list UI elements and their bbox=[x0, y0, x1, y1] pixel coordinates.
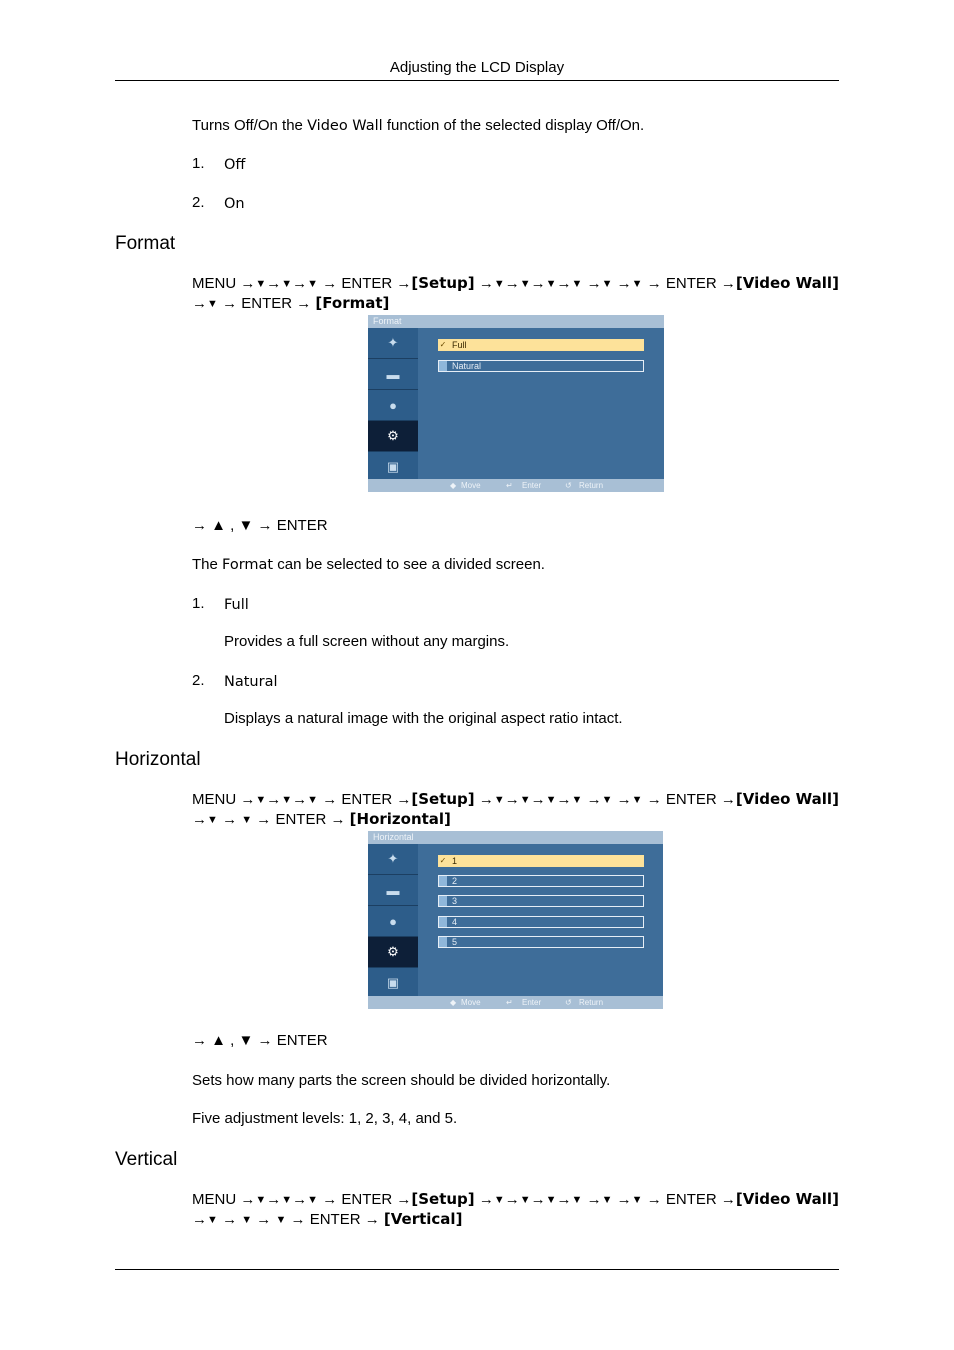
nav-horizontal: [Horizontal] bbox=[349, 810, 451, 828]
sound-icon: ▬ bbox=[368, 875, 418, 906]
down-icon: ▼ bbox=[545, 794, 557, 806]
osd-option-4[interactable]: 4 bbox=[438, 916, 644, 928]
down-icon: ▼ bbox=[545, 278, 557, 290]
nav-menu: MENU bbox=[192, 275, 237, 292]
format-item-num: 1. bbox=[192, 595, 205, 612]
enter-icon: ↵ bbox=[506, 481, 513, 490]
picture-icon: ✦ bbox=[368, 328, 418, 359]
down-icon: ▼ bbox=[241, 814, 253, 826]
intro-post: function of the selected display Off/On. bbox=[382, 117, 645, 134]
vertical-nav-line-2: →▼ → ▼ → ▼ → ENTER → [Vertical] bbox=[192, 1210, 463, 1228]
osd-sidebar bbox=[368, 328, 418, 479]
format-heading: Format bbox=[115, 233, 176, 254]
format-item-natural-desc: Displays a natural image with the original aspect ratio intact. bbox=[224, 710, 623, 727]
footer-rule bbox=[115, 1269, 839, 1270]
nav-enter: ENTER bbox=[341, 275, 393, 292]
down-icon: ▼ bbox=[631, 1194, 643, 1206]
input-icon: ▣ bbox=[368, 968, 418, 999]
down-icon: ▼ bbox=[493, 1194, 505, 1206]
picture-icon: ✦ bbox=[368, 844, 418, 875]
osd-option-natural[interactable]: Natural bbox=[438, 360, 644, 372]
intro-item-num: 2. bbox=[192, 194, 205, 211]
down-icon: ▼ bbox=[601, 1194, 613, 1206]
channel-icon: ● bbox=[368, 906, 418, 937]
down-icon: ▼ bbox=[281, 278, 293, 290]
format-nav-line-2: →▼ → ENTER → [Format] bbox=[192, 294, 390, 312]
down-icon: ▼ bbox=[207, 298, 218, 310]
format-desc: The Format can be selected to see a divided screen. bbox=[192, 556, 545, 573]
return-icon: ↺ bbox=[565, 998, 572, 1007]
down-icon: ▼ bbox=[307, 278, 319, 290]
format-nav-line-1: MENU →▼→▼→▼ → ENTER →[Setup] →▼→▼→▼→▼ →▼ →▼ → ENTER →[Video Wall] bbox=[192, 274, 839, 292]
intro-item-num: 1. bbox=[192, 155, 205, 172]
osd-option-1[interactable]: ✓ 1 bbox=[438, 855, 644, 867]
header-rule bbox=[115, 80, 839, 81]
down-icon: ▼ bbox=[631, 278, 643, 290]
down-icon: ▼ bbox=[255, 1194, 267, 1206]
intro-line bbox=[192, 117, 644, 135]
down-icon: ▼ bbox=[281, 794, 293, 806]
down-icon: ▼ bbox=[307, 1194, 319, 1206]
horizontal-heading: Horizontal bbox=[115, 749, 201, 770]
format-item-natural: Natural bbox=[224, 674, 278, 690]
osd-option-full[interactable]: ✓ Full bbox=[438, 339, 644, 351]
input-icon: ▣ bbox=[368, 452, 418, 483]
down-icon: ▼ bbox=[601, 278, 613, 290]
down-icon: ▼ bbox=[571, 794, 583, 806]
down-icon: ▼ bbox=[601, 794, 613, 806]
nav-video-wall: [Video Wall] bbox=[735, 274, 839, 292]
osd-footer: ◆ Move ↵ Enter ↺ Return bbox=[368, 479, 664, 492]
osd-footer: ◆ Move ↵ Enter ↺ Return bbox=[368, 996, 663, 1009]
intro-term: Video Wall bbox=[307, 118, 383, 134]
return-icon: ↺ bbox=[565, 481, 572, 490]
down-icon: ▼ bbox=[241, 1214, 253, 1226]
down-icon: ▼ bbox=[631, 794, 643, 806]
page-header-title: Adjusting the LCD Display bbox=[389, 59, 565, 76]
osd-sidebar bbox=[368, 844, 418, 996]
horizontal-levels: Five adjustment levels: 1, 2, 3, 4, and 5. bbox=[192, 1110, 458, 1127]
move-icon: ◆ bbox=[450, 481, 457, 490]
enter-icon: ↵ bbox=[506, 998, 513, 1007]
down-icon: ▼ bbox=[307, 794, 319, 806]
setup-gear-icon: ⚙ bbox=[368, 421, 418, 452]
horizontal-nav-line-1: MENU →▼→▼→▼ → ENTER →[Setup] →▼→▼→▼→▼ →▼ →▼ → ENTER →[Video Wall] bbox=[192, 790, 839, 808]
format-item-full: Full bbox=[224, 597, 249, 613]
down-icon: ▼ bbox=[571, 278, 583, 290]
down-icon: ▼ bbox=[207, 1214, 218, 1226]
sound-icon: ▬ bbox=[368, 359, 418, 390]
osd-option-2[interactable]: 2 bbox=[438, 875, 644, 887]
vertical-heading: Vertical bbox=[115, 1149, 178, 1170]
nav-format: [Format] bbox=[315, 294, 390, 312]
format-item-num: 2. bbox=[192, 672, 205, 689]
horizontal-osd-screenshot bbox=[368, 831, 663, 1009]
horizontal-desc: Sets how many parts the screen should be divided horizontally. bbox=[192, 1072, 611, 1089]
osd-option-3[interactable]: 3 bbox=[438, 895, 644, 907]
format-item-full-desc: Provides a full screen without any margins. bbox=[224, 633, 510, 650]
down-icon: ▼ bbox=[255, 278, 267, 290]
vertical-nav-line-1: MENU →▼→▼→▼ → ENTER →[Setup] →▼→▼→▼→▼ →▼ →▼ → ENTER →[Video Wall] bbox=[192, 1190, 839, 1208]
down-icon: ▼ bbox=[571, 1194, 583, 1206]
format-osd-screenshot bbox=[368, 315, 664, 492]
down-icon: ▼ bbox=[275, 1214, 287, 1226]
down-icon: ▼ bbox=[519, 1194, 531, 1206]
down-icon: ▼ bbox=[545, 1194, 557, 1206]
horizontal-nav-line-2: →▼ → ▼ → ENTER → [Horizontal] bbox=[192, 810, 451, 828]
down-icon: ▼ bbox=[207, 814, 218, 826]
horizontal-adjust: → ▲ , ▼ → ENTER bbox=[192, 1032, 328, 1049]
nav-vertical: [Vertical] bbox=[383, 1210, 463, 1228]
move-icon: ◆ bbox=[450, 998, 457, 1007]
down-icon: ▼ bbox=[493, 278, 505, 290]
intro-item-on: On bbox=[224, 196, 245, 212]
down-icon: ▼ bbox=[281, 1194, 293, 1206]
setup-gear-icon: ⚙ bbox=[368, 937, 418, 968]
down-icon: ▼ bbox=[255, 794, 267, 806]
format-adjust: → ▲ , ▼ → ENTER bbox=[192, 517, 328, 534]
osd-title: Horizontal bbox=[368, 831, 663, 844]
down-icon: ▼ bbox=[493, 794, 505, 806]
channel-icon: ● bbox=[368, 390, 418, 421]
osd-title: Format bbox=[368, 315, 664, 328]
intro-pre: Turns Off/On the bbox=[192, 117, 308, 134]
nav-setup: [Setup] bbox=[411, 274, 475, 292]
osd-option-5[interactable]: 5 bbox=[438, 936, 644, 948]
intro-item-off: Off bbox=[224, 157, 246, 173]
down-icon: ▼ bbox=[519, 794, 531, 806]
down-icon: ▼ bbox=[519, 278, 531, 290]
